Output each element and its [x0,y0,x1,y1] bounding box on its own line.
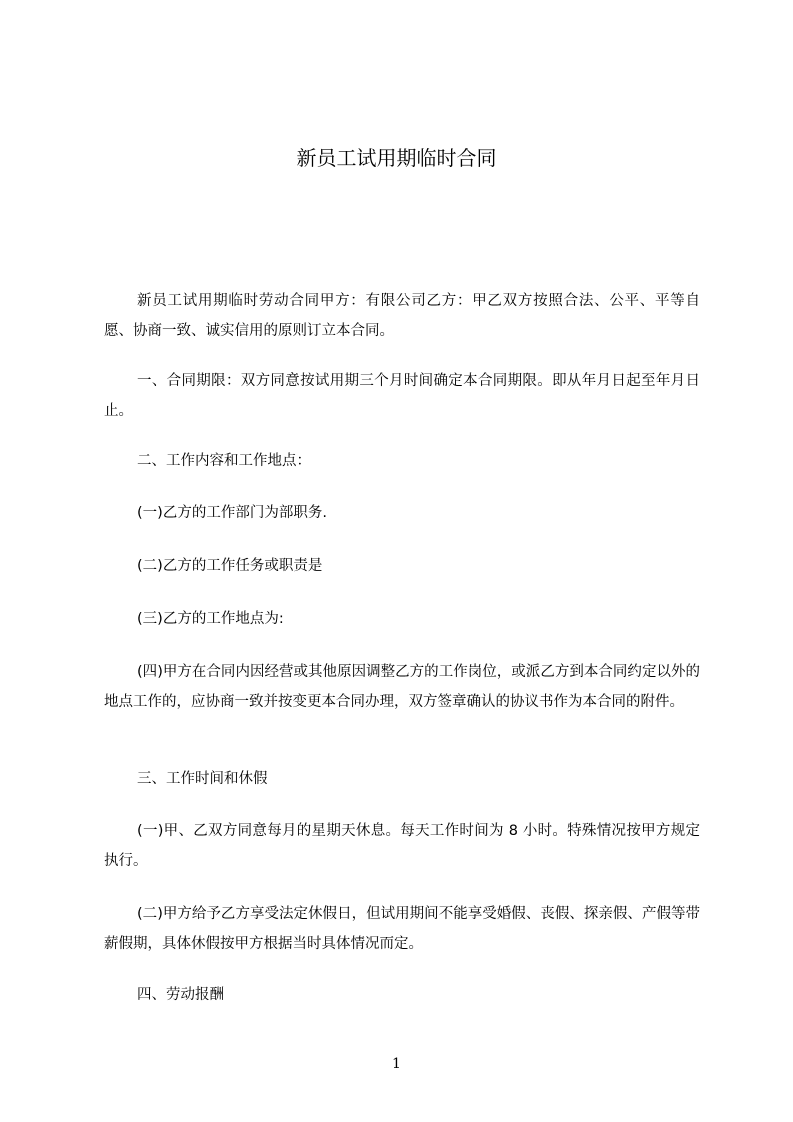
document-title: 新员工试用期临时合同 [296,146,497,170]
paragraph-intro: 新员工试用期临时劳动合同甲方：有限公司乙方：甲乙双方按照合法、公平、平等自愿、协商一致、诚实信用的原则订立本合同。 [104,293,700,339]
paragraph-work-duties: (二)乙方的工作任务或职责是 [137,558,323,574]
paragraph-position-change: (四)甲方在合同内因经营或其他原因调整乙方的工作岗位，或派乙方到本合同约定以外的地点工作的，应协商一致并按变更本合同办理，双方签章确认的协议书作为本合同的附件。 [104,664,700,710]
paragraph-rest-days: (一)甲、乙双方同意每月的星期天休息。每天工作时间为 8 小时。特殊情况按甲方规定执行。 [104,823,700,869]
page-number: 1 [392,1056,401,1072]
paragraph-work-department: (一)乙方的工作部门为部职务. [137,505,327,521]
paragraph-holidays: (二)甲方给予乙方享受法定休假日，但试用期间不能享受婚假、丧假、探亲假、产假等带薪假期，具体休假按甲方根据当时具体情况而定。 [104,906,700,952]
paragraph-contract-term: 一、合同期限：双方同意按试用期三个月时间确定本合同期限。即从年月日起至年月日止。 [104,373,700,419]
heading-work-content-location: 二、工作内容和工作地点： [137,453,311,469]
paragraph-work-location: (三)乙方的工作地点为: [137,611,284,627]
heading-work-hours-leave: 三、工作时间和休假 [137,771,268,787]
heading-remuneration: 四、劳动报酬 [137,987,224,1003]
